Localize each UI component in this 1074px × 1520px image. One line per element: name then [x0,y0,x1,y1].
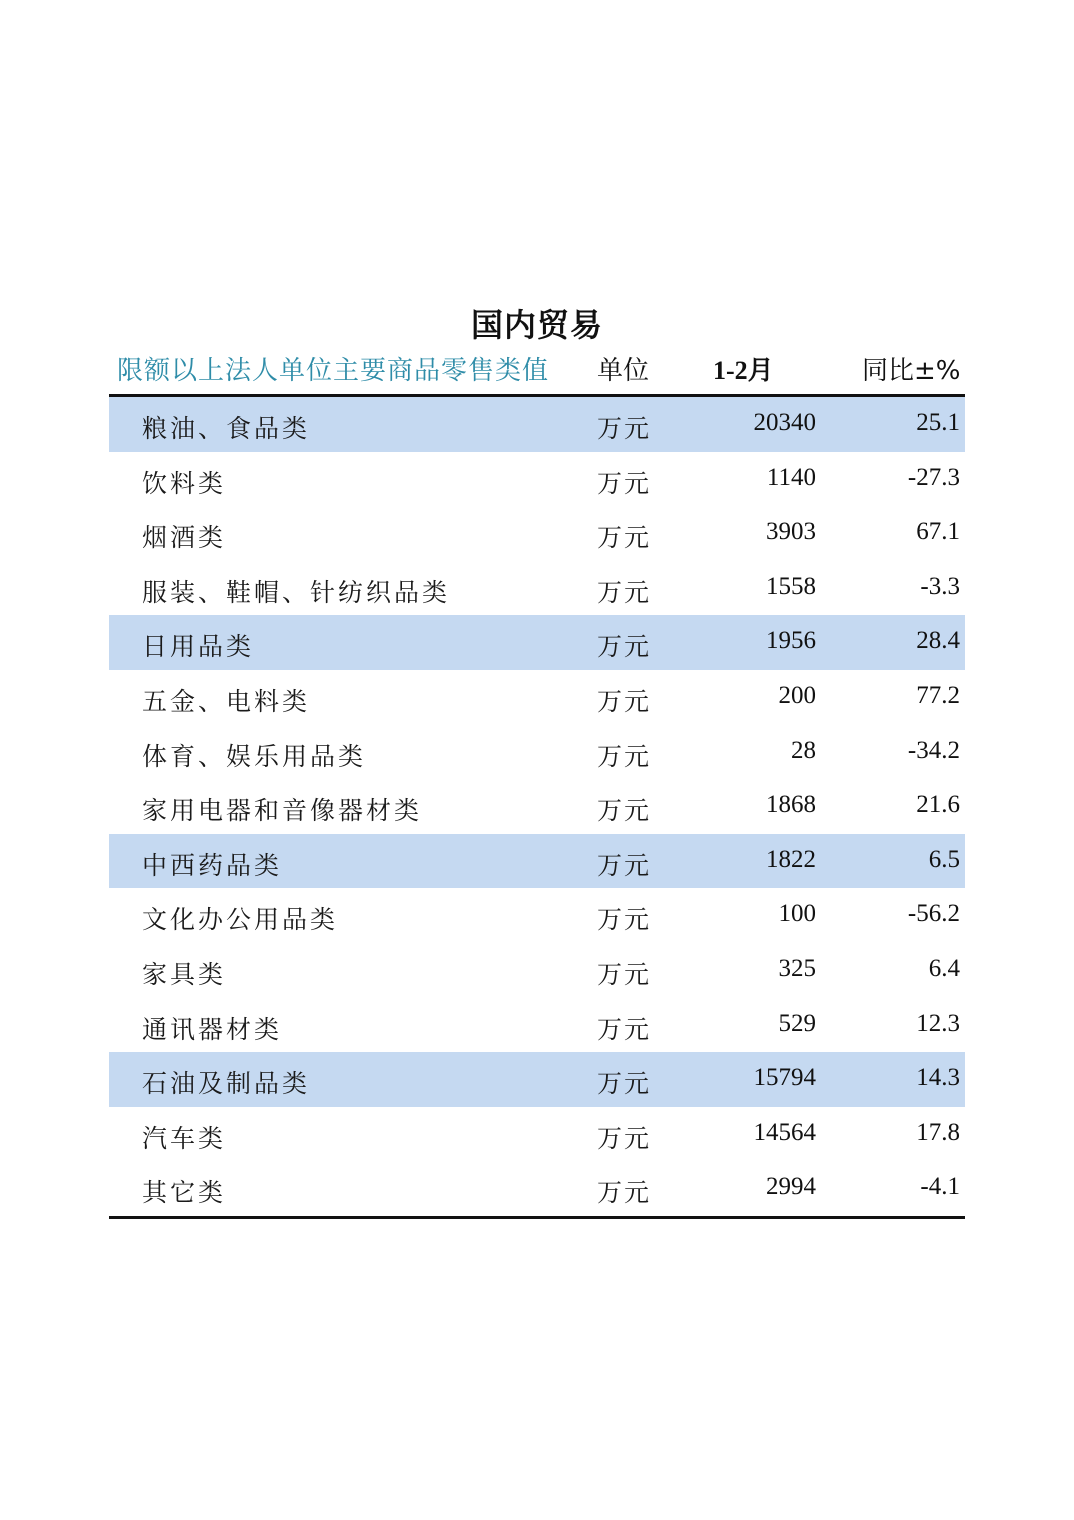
row-unit: 万元 [597,686,652,716]
table-row [109,397,965,452]
row-unit: 万元 [597,959,652,989]
row-name: 饮料类 [142,468,227,498]
row-unit: 万元 [597,632,652,662]
row-name: 体育、娱乐用品类 [142,741,367,771]
table-row [109,561,965,616]
row-name: 粮油、食品类 [142,414,311,443]
row-yoy-change: -4.1 [920,1173,960,1201]
row-value: 2994 [766,1173,816,1201]
row-value: 3903 [766,518,816,546]
table-row [109,1052,965,1107]
table-row [109,506,965,561]
row-yoy-change: 14.3 [916,1064,960,1092]
retail-sales-table [109,342,965,1219]
table-bottom-rule [109,1216,965,1219]
row-unit: 万元 [597,577,652,607]
row-yoy-change: 12.3 [916,1009,960,1037]
row-yoy-change: -34.2 [907,736,960,764]
row-value: 28 [791,736,816,764]
row-value: 1956 [766,627,816,655]
row-value: 15794 [753,1064,816,1092]
page-title: 国内贸易 [470,306,603,344]
row-value: 14564 [753,1118,816,1146]
table-row [109,888,965,943]
row-unit: 万元 [597,741,652,771]
row-unit: 万元 [597,850,652,880]
row-yoy-change: 28.4 [916,627,960,655]
table-row [109,943,965,998]
row-name: 服装、鞋帽、针纺织品类 [142,577,451,607]
row-name: 文化办公用品类 [142,905,339,935]
row-yoy-change: -27.3 [907,463,960,491]
row-yoy-change: -3.3 [920,572,960,600]
row-name: 中西药品类 [142,850,283,880]
row-unit: 万元 [597,1123,652,1153]
row-yoy-change: 77.2 [916,681,960,709]
header-period: 1-2月 [713,356,774,385]
row-yoy-change: 25.1 [916,409,960,436]
row-value: 100 [778,900,816,928]
row-value: 1558 [766,572,816,600]
table-row [109,834,965,889]
row-value: 200 [778,681,816,709]
table-row [109,615,965,670]
table-row [109,725,965,780]
table-row [109,1161,965,1216]
row-yoy-change: -56.2 [907,900,960,928]
row-yoy-change: 6.4 [928,954,960,982]
row-name: 日用品类 [142,632,255,662]
row-value: 20340 [753,409,816,436]
row-name: 五金、电料类 [142,686,311,716]
row-value: 1868 [766,791,816,819]
row-unit: 万元 [597,414,652,443]
row-unit: 万元 [597,1014,652,1044]
row-value: 325 [778,954,816,982]
row-name: 石油及制品类 [142,1069,311,1099]
row-yoy-change: 17.8 [916,1118,960,1146]
table-header [109,342,965,397]
header-unit: 单位 [597,356,650,386]
row-value: 1822 [766,845,816,873]
row-unit: 万元 [597,1069,652,1099]
header-category: 限额以上法人单位主要商品零售类值 [117,356,550,386]
row-yoy-change: 6.5 [928,845,960,873]
row-yoy-change: 21.6 [916,791,960,819]
row-name: 家用电器和音像器材类 [142,796,423,826]
row-unit: 万元 [597,523,652,553]
row-name: 汽车类 [142,1123,227,1153]
table-row [109,998,965,1053]
row-name: 其它类 [142,1178,227,1208]
row-yoy-change: 67.1 [916,518,960,546]
row-unit: 万元 [597,905,652,935]
row-unit: 万元 [597,468,652,498]
row-name: 家具类 [142,959,227,989]
table-row [109,1107,965,1162]
row-unit: 万元 [597,1178,652,1208]
row-value: 1140 [766,463,816,491]
row-value: 529 [778,1009,816,1037]
table-row [109,670,965,725]
table-row [109,452,965,507]
table-body [109,397,965,1216]
row-name: 通讯器材类 [142,1014,283,1044]
row-unit: 万元 [597,796,652,826]
header-change: 同比±% [862,356,961,386]
table-row [109,779,965,834]
row-name: 烟酒类 [142,523,227,553]
